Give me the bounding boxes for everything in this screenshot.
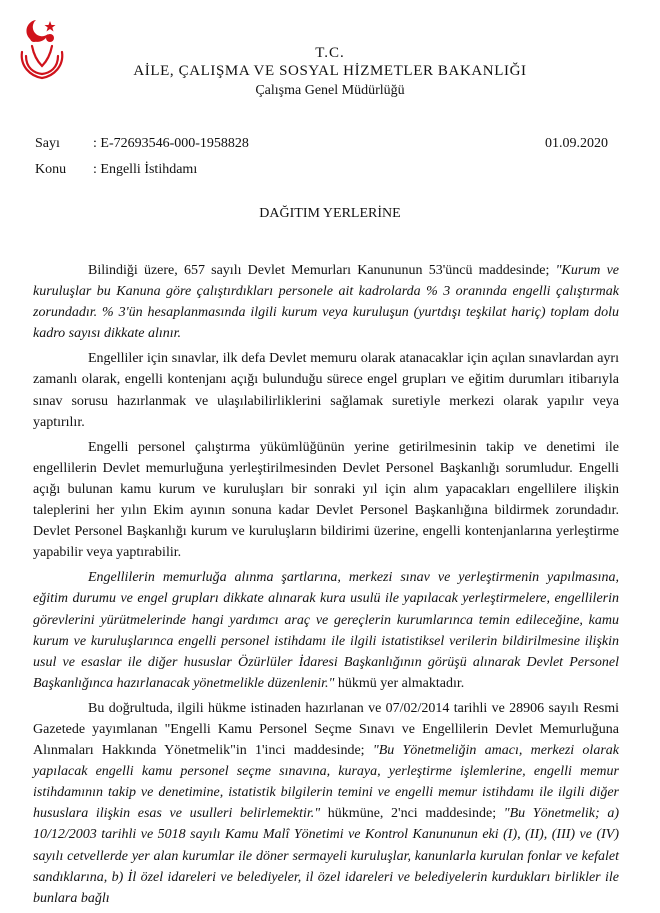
header-ministry-name: AİLE, ÇALIŞMA VE SOSYAL HİZMETLER BAKANLIĞI: [133, 63, 527, 79]
header-directorate: Çalışma Genel Müdürlüğü: [255, 83, 405, 98]
paragraph-4-text: hükmü yer almaktadır.: [334, 675, 465, 691]
paragraph-4: [33, 567, 619, 694]
paragraph-5-quote-a: "Bu Yönetmeliğin amacı, merkezi olarak yapılacak engelli kamu personel seçme sınavına, kuraya, yerleştirme işlemlerine, engelli memur istihdamının takip ve denetimine, istatistik bilgilerin temini ve engelli memur istihdamı ile ilgili diğer hususlara ilişkin esas ve usulleri belirlemektir.": [33, 743, 619, 822]
konu-label: Konu: [35, 162, 67, 177]
paragraph-2: Engelliler için sınavlar, ilk defa Devlet memuru olarak atanacaklar için açılan sınavlardan ayrı zamanlı olarak, engelli kontenjanı açığı bulunduğu sürece engel grupları ve eğitim durumları itibarıyla sınav sorusu hazırlanmak ve ulaşılabilirliklerini sağlamak suretiyle merkezi olarak yapılır veya yaptırılır.: [33, 351, 619, 430]
document-date: 01.09.2020: [545, 136, 608, 151]
paragraph-5: [33, 698, 619, 909]
paragraph-5-text-b: hükmüne, 2'nci maddesinde;: [320, 806, 504, 822]
letter-body: [33, 260, 619, 913]
paragraph-1: [33, 260, 619, 344]
konu-value: : Engelli İstihdamı: [93, 162, 198, 177]
distribution-title: DAĞITIM YERLERİNE: [259, 206, 401, 221]
paragraph-3: Engelli personel çalıştırma yükümlüğünün yerine getirilmesinin takip ve denetimi ile engellilerin Devlet memurluğuna yerleştirilmesinden Devlet Personel Başkanlığı sorumludur. Engelli açığı bulunan kamu kurum ve kuruluşları bir sonraki yıl için alım yapacakları engellilere ilişkin taleplerini her yılın Ekim ayının sonuna kadar Devlet Personel Başkanlığına bildirmek zorundadır. Devlet Personel Başkanlığı kurum ve kuruluşların bildirimi üzerine, engelli kontenjanlarına yerleştirme yapabilir veya yaptırabilir.: [33, 439, 619, 561]
paragraph-4-quote: Engellilerin memurluğa alınma şartlarına, merkezi sınav ve yerleştirmenin yapılmasına, eğitim durumu ve engel grupları dikkate alınarak kura usulü ile yapılacak yerleştirmelere, engellilerin görevlerini yürütmelerinde hangi yardımcı araç ve gereçlerin kurumlarınca temin edileceğine, kamu kurum ve kuruluşlarınca engelli personel istihdamı ile ilgili istatistiksel verilerin bildirilmesine ilişkin usul ve esaslar ile diğer hususlar Özürlüler İdaresi Başkanlığının görüşü alınarak Devlet Personel Başkanlığınca hazırlanacak yönetmelikle düzenlenir.": [33, 570, 619, 691]
header-tc: T.C.: [315, 45, 345, 61]
paragraph-5-text-a: Bu doğrultuda, ilgili hükme istinaden hazırlanan ve 07/02/2014 tarihli ve 28906 sayılı Resmi Gazetede yayımlanan "Engelli Kamu Personel Seçme Sınavı ve Engellilerin Devlet Memurluğuna Alınmaları Hakkında Yönetmelik"in 1'inci maddesinde;: [33, 700, 619, 759]
sayi-label: Sayı: [35, 136, 60, 151]
paragraph-5-quote-b: "Bu Yönetmelik; a) 10/12/2003 tarihli ve 5018 sayılı Kamu Malî Yönetimi ve Kontrol Kanununun eki (I), (II), (III) ve (IV) sayılı cetvellerde yer alan kurumlar ile döner sermayeli kuruluşlar, kanunlarla kurulan fonlar ve kefalet sandıklarına, b) İl özel idareleri ve belediyeler, il özel idareleri ve belediyelerin kurdukları birlikler ile bunlara bağlı: [33, 806, 619, 906]
sayi-value: : E-72693546-000-1958828: [93, 136, 249, 151]
paragraph-1-text: Bilindiği üzere, 657 sayılı Devlet Memurları Kanununun 53'üncü maddesinde;: [88, 263, 556, 278]
paragraph-1-quote: "Kurum ve kuruluşlar bu Kanuna göre çalıştırdıkları personele ait kadrolarda % 3 oranında engelli çalıştırmak zorundadır. % 3'ün hesaplanmasında ilgili kurum veya kuruluşun (yurtdışı teşkilat hariç) toplam dolu kadro sayısı dikkate alınır.: [33, 263, 619, 342]
